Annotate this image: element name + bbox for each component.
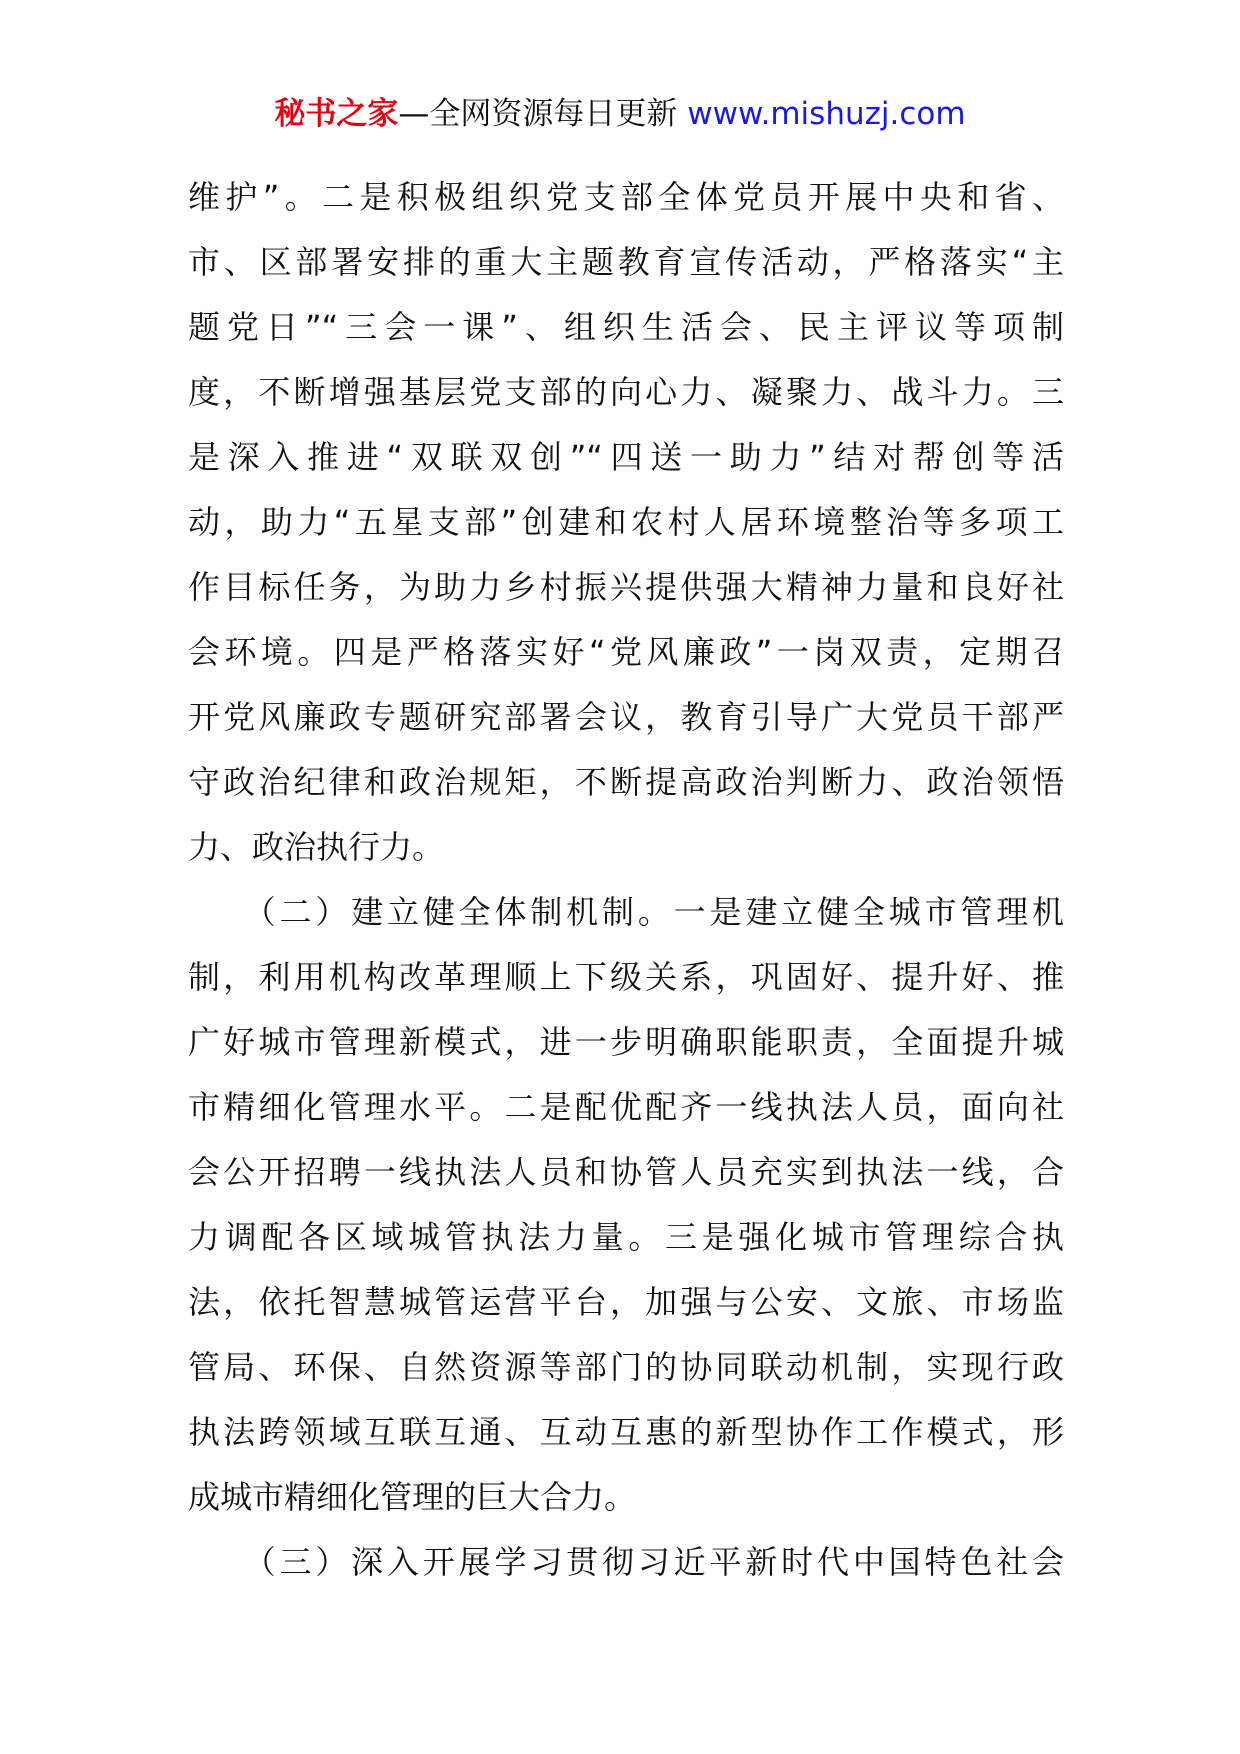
text-line: 成城市精细化管理的巨大合力。 — [188, 1478, 637, 1516]
text-line: 市、区部署安排的重大主题教育宣传活动，严格落实“主 — [188, 243, 1064, 281]
brand-name: 秘书之家 — [274, 96, 399, 132]
text-line: 力、政治执行力。 — [188, 828, 445, 866]
text-line: 题党日”“三会一课”、组织生活会、民主评议等项制 — [188, 308, 1064, 346]
text-line: 会环境。四是严格落实好“党风廉政”一岗双责，定期召 — [188, 633, 1064, 671]
page-header — [0, 94, 1240, 134]
text-line: 会公开招聘一线执法人员和协管人员充实到执法一线，合 — [188, 1153, 1064, 1191]
section-heading-line: （二）建立健全体制机制。一是建立健全城市管理机 — [188, 893, 1064, 931]
text-line: 开党风廉政专题研究部署会议，教育引导广大党员干部严 — [188, 698, 1064, 736]
site-url[interactable]: www.mishuzj.com — [687, 96, 966, 132]
section-heading-line: （三）深入开展学习贯彻习近平新时代中国特色社会 — [188, 1543, 1064, 1581]
text-line: 法，依托智慧城管运营平台，加强与公安、文旅、市场监 — [188, 1283, 1064, 1321]
text-line: 执法跨领域互联互通、互动互惠的新型协作工作模式，形 — [188, 1413, 1064, 1451]
text-line: 守政治纪律和政治规矩，不断提高政治判断力、政治领悟 — [188, 763, 1064, 801]
text-line: 作目标任务，为助力乡村振兴提供强大精神力量和良好社 — [188, 568, 1064, 606]
text-line: 度，不断增强基层党支部的向心力、凝聚力、战斗力。三 — [188, 373, 1064, 411]
text-line: 市精细化管理水平。二是配优配齐一线执法人员，面向社 — [188, 1088, 1064, 1126]
text-line: 动，助力“五星支部”创建和农村人居环境整治等多项工 — [188, 503, 1064, 541]
text-line: 维护”。二是积极组织党支部全体党员开展中央和省、 — [188, 178, 1064, 216]
header-tagline: —全网资源每日更新 — [398, 96, 688, 132]
document-body — [188, 165, 1064, 1595]
text-line: 是深入推进“双联双创”“四送一助力”结对帮创等活 — [188, 438, 1064, 476]
text-line: 制，利用机构改革理顺上下级关系，巩固好、提升好、推 — [188, 958, 1064, 996]
text-line: 管局、环保、自然资源等部门的协同联动机制，实现行政 — [188, 1348, 1064, 1386]
text-line: 广好城市管理新模式，进一步明确职能职责，全面提升城 — [188, 1023, 1064, 1061]
text-line: 力调配各区域城管执法力量。三是强化城市管理综合执 — [188, 1218, 1064, 1256]
